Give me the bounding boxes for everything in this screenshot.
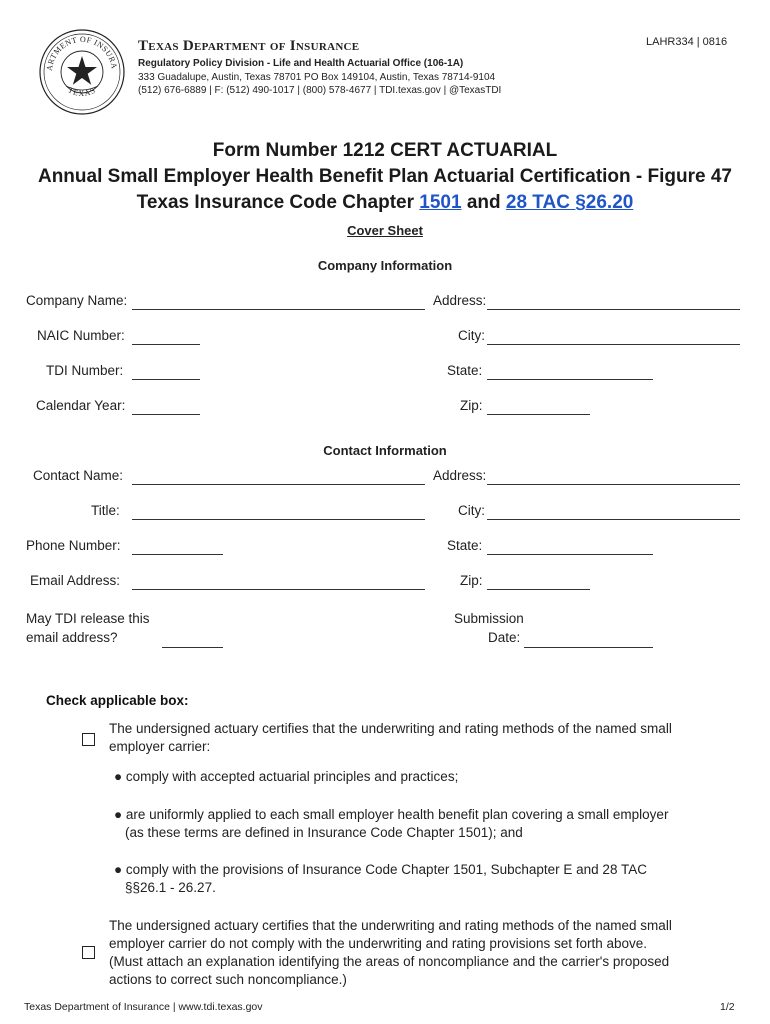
bullet-uniformly-line1: ● are uniformly applied to each small employer health benefit plan covering a small employer — [114, 807, 669, 822]
compliance-line2: employer carrier: — [109, 739, 211, 754]
seal-bottom-text: TEXAS — [66, 85, 98, 99]
company-info-heading: Company Information — [317, 258, 453, 273]
contact-state-field[interactable] — [487, 554, 653, 555]
noncompliance-line2: employer carrier do not comply with the underwriting and rating provisions set forth above. — [109, 936, 648, 951]
form-code: LAHR334 | 0816 — [646, 36, 728, 48]
contact-name-label: Contact Name: — [33, 468, 124, 483]
company-state-field[interactable] — [487, 379, 653, 380]
company-city-label: City: — [458, 328, 485, 343]
contact-name-field[interactable] — [132, 484, 425, 485]
email-address-field[interactable] — [132, 589, 425, 590]
contact-city-field[interactable] — [487, 519, 740, 520]
calendar-year-label: Calendar Year: — [36, 398, 126, 413]
noncompliance-checkbox[interactable] — [82, 946, 95, 959]
submission-date-label-line2: Date: — [488, 630, 521, 645]
release-email-field[interactable] — [162, 647, 223, 648]
page-number: 1/2 — [720, 1001, 735, 1013]
compliance-statement — [109, 720, 672, 756]
release-email-label-line1: May TDI release this — [26, 611, 150, 626]
contact-zip-label: Zip: — [460, 573, 483, 588]
company-name-label: Company Name: — [26, 293, 128, 308]
address-line: 333 Guadalupe, Austin, Texas 78701 PO Box 149104, Austin, Texas 78714-9104 — [138, 72, 496, 83]
title-prefix: Texas Insurance Code Chapter — [136, 192, 420, 213]
bullet-comply-line2: §§26.1 - 26.27. — [125, 880, 216, 895]
bullet-uniformly-line2: (as these terms are defined in Insurance Code Chapter 1501); and — [125, 825, 523, 840]
contact-state-label: State: — [447, 538, 483, 553]
contact-zip-field[interactable] — [487, 589, 590, 590]
naic-number-field[interactable] — [132, 344, 200, 345]
title-mid: and — [461, 192, 506, 213]
calendar-year-field[interactable] — [132, 414, 200, 415]
contact-address-label: Address: — [433, 468, 487, 483]
tdi-number-field[interactable] — [132, 379, 200, 380]
agency-name: Texas Department of Insurance — [138, 38, 360, 54]
contact-address-field[interactable] — [487, 484, 740, 485]
form-title-line1: Form Number 1212 CERT ACTUARIAL — [212, 140, 558, 161]
form-title-line2: Annual Small Employer Health Benefit Plan Actuarial Certification - Figure 47 — [37, 166, 732, 187]
tdi-number-label: TDI Number: — [46, 363, 124, 378]
submission-date-field[interactable] — [524, 647, 653, 648]
company-zip-label: Zip: — [460, 398, 483, 413]
seal-top-text: ARTMENT OF INSURA — [44, 34, 119, 72]
company-name-field[interactable] — [132, 309, 425, 310]
compliance-line1: The undersigned actuary certifies that the underwriting and rating methods of the named small — [109, 721, 672, 736]
contact-info-heading: Contact Information — [323, 443, 447, 458]
compliance-checkbox[interactable] — [82, 733, 95, 746]
noncompliance-statement — [109, 917, 672, 989]
chapter-1501-link[interactable]: 1501 — [419, 192, 462, 213]
form-title-line3 — [0, 192, 770, 214]
release-email-label-line2: email address? — [26, 630, 118, 645]
noncompliance-line1: The undersigned actuary certifies that the underwriting and rating methods of the named small — [109, 918, 672, 933]
company-address-field[interactable] — [487, 309, 740, 310]
company-zip-field[interactable] — [487, 414, 590, 415]
contact-title-label: Title: — [91, 503, 120, 518]
footer-agency: Texas Department of Insurance | www.tdi.texas.gov — [24, 1001, 263, 1013]
bullet-uniformly-applied — [114, 806, 668, 842]
contact-title-field[interactable] — [132, 519, 425, 520]
tac-26-20-link[interactable]: 28 TAC §26.20 — [505, 192, 634, 213]
division-line: Regulatory Policy Division - Life and Health Actuarial Office (106-1A) — [138, 58, 464, 69]
bullet-actuarial-principles: ● comply with accepted actuarial principles and practices; — [114, 769, 459, 784]
svg-text:TEXAS — [66, 85, 97, 98]
naic-number-label: NAIC Number: — [37, 328, 125, 343]
contact-city-label: City: — [458, 503, 485, 518]
bullet-comply-line1: ● comply with the provisions of Insurance Code Chapter 1501, Subchapter E and 28 TAC — [114, 862, 647, 877]
company-city-field[interactable] — [487, 344, 740, 345]
bullet-comply-provisions — [114, 861, 647, 897]
phone-number-field[interactable] — [132, 554, 223, 555]
noncompliance-line4: actions to correct such noncompliance.) — [109, 972, 347, 987]
check-applicable-heading: Check applicable box: — [46, 693, 189, 708]
email-address-label: Email Address: — [30, 573, 121, 588]
phone-number-label: Phone Number: — [26, 538, 121, 553]
submission-date-label-line1: Submission — [454, 611, 524, 626]
company-address-label: Address: — [433, 293, 487, 308]
tdi-seal — [38, 28, 126, 116]
company-state-label: State: — [447, 363, 483, 378]
cover-sheet-heading: Cover Sheet — [347, 223, 423, 238]
contact-line: (512) 676-6889 | F: (512) 490-1017 | (800) 578-4677 | TDI.texas.gov | @TexasTDI — [138, 85, 502, 96]
noncompliance-line3: (Must attach an explanation identifying the areas of noncompliance and the carrier's proposed — [109, 954, 670, 969]
